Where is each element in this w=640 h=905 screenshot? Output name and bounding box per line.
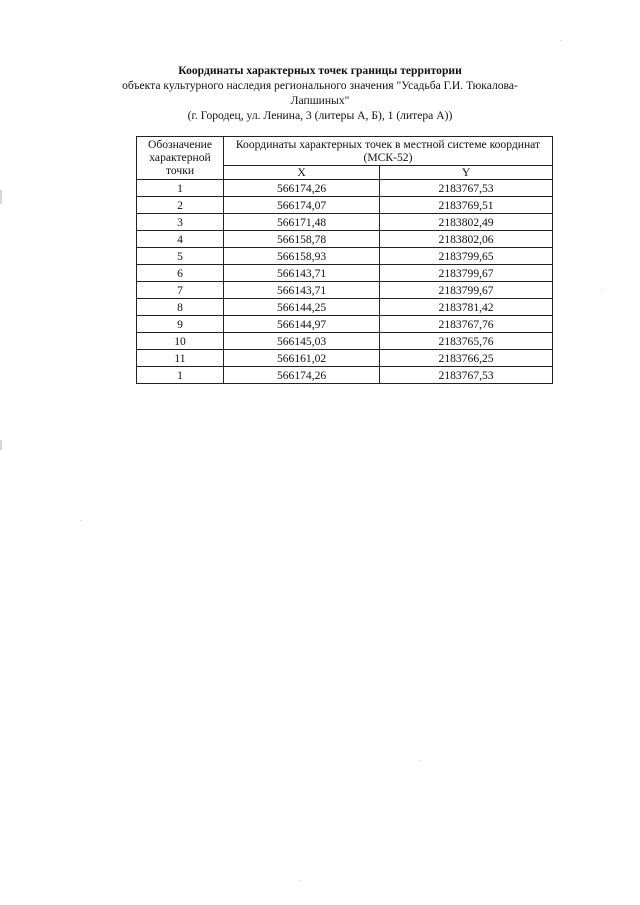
table-row [137,282,553,299]
table-row [137,248,553,265]
table-row [137,197,553,214]
table-row [137,231,553,248]
table-row [137,367,553,384]
header-row-top [137,137,553,166]
point-cell: 1 [137,367,224,384]
table-row [137,316,553,333]
scan-speck [80,520,81,521]
x-cell: 566143,71 [224,265,380,282]
x-cell: 566158,93 [224,248,380,265]
point-cell: 7 [137,282,224,299]
y-cell: 2183799,67 [380,282,553,299]
scan-edge-mark [0,190,2,204]
point-cell: 11 [137,350,224,367]
point-cell: 6 [137,265,224,282]
header-x: X [224,166,380,180]
x-cell: 566158,78 [224,231,380,248]
y-cell: 2183781,42 [380,299,553,316]
point-cell: 4 [137,231,224,248]
table-row [137,333,553,350]
document-subtitle-line-2: Лапшиных" [290,94,350,107]
document-heading [100,63,540,123]
point-cell: 9 [137,316,224,333]
y-cell: 2183802,49 [380,214,553,231]
header-y: Y [380,166,553,180]
point-cell: 5 [137,248,224,265]
table-row [137,265,553,282]
x-cell: 566144,25 [224,299,380,316]
x-cell: 566143,71 [224,282,380,299]
x-cell: 566174,26 [224,180,380,197]
y-cell: 2183767,53 [380,180,553,197]
x-cell: 566171,48 [224,214,380,231]
y-cell: 2183769,51 [380,197,553,214]
scan-speck [420,760,421,761]
point-cell: 2 [137,197,224,214]
y-cell: 2183802,06 [380,231,553,248]
scan-speck [560,40,561,41]
y-cell: 2183799,67 [380,265,553,282]
coordinates-table [136,136,553,384]
coordinates-table-header [137,137,553,180]
y-cell: 2183767,53 [380,367,553,384]
header-point-designation: Обозначение характерной точки [137,137,224,180]
scan-speck [300,880,301,881]
scan-speck [602,290,603,291]
y-cell: 2183799,65 [380,248,553,265]
coordinates-table-body [137,180,553,384]
y-cell: 2183765,76 [380,333,553,350]
table-row [137,299,553,316]
x-cell: 566144,97 [224,316,380,333]
y-cell: 2183767,76 [380,316,553,333]
document-subtitle-line-1: объекта культурного наследия регионального значения "Усадьба Г.И. Тюкалова- [122,79,518,92]
table-row [137,180,553,197]
point-cell: 3 [137,214,224,231]
x-cell: 566174,26 [224,367,380,384]
table-row [137,214,553,231]
point-cell: 8 [137,299,224,316]
table-row [137,350,553,367]
point-cell: 10 [137,333,224,350]
header-coordinates-group: Координаты характерных точек в местной системе координат (МСК-52) [224,137,553,166]
document-title: Координаты характерных точек границы территории [178,64,462,77]
scan-edge-mark [0,440,2,450]
point-cell: 1 [137,180,224,197]
document-subtitle-line-3: (г. Городец, ул. Ленина, 3 (литеры А, Б), 1 (литера А)) [187,109,453,122]
x-cell: 566174,07 [224,197,380,214]
x-cell: 566161,02 [224,350,380,367]
x-cell: 566145,03 [224,333,380,350]
y-cell: 2183766,25 [380,350,553,367]
